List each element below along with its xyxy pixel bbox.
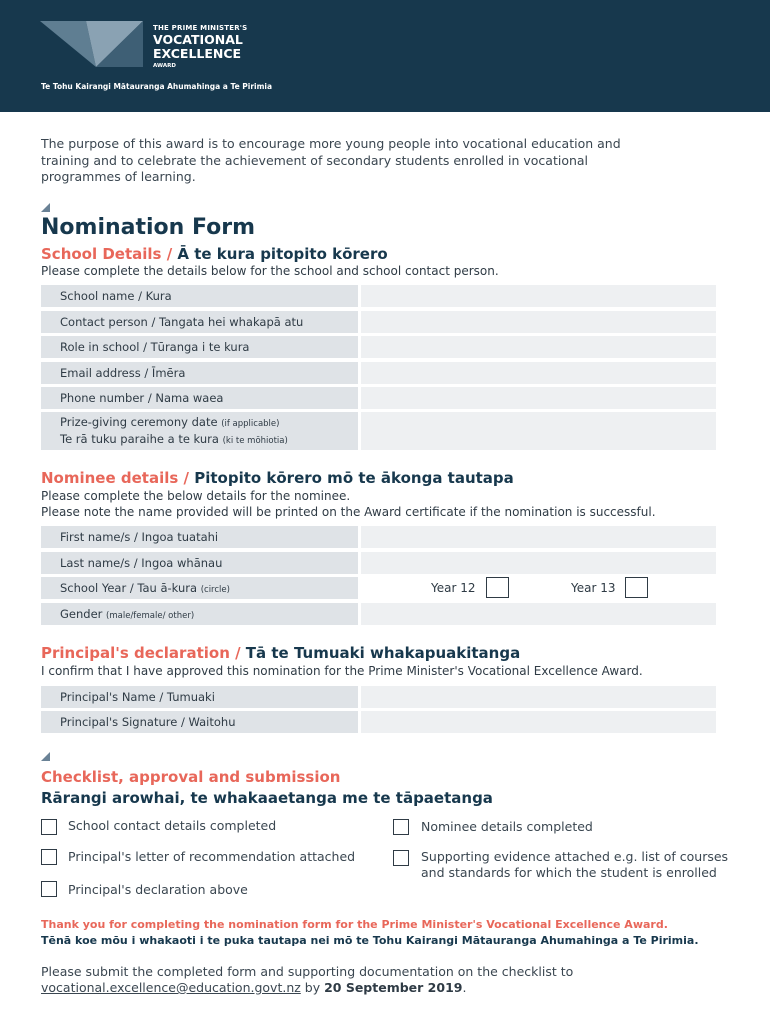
gender-note: (male/female/ other) xyxy=(106,611,195,621)
field-label xyxy=(41,603,358,625)
submit-period: . xyxy=(462,980,467,995)
award-logo-icon xyxy=(40,19,146,69)
role-input[interactable] xyxy=(361,336,716,358)
first-name-input[interactable] xyxy=(361,526,716,548)
phone-input[interactable] xyxy=(361,387,716,409)
year-13-checkbox[interactable] xyxy=(625,577,648,598)
nominee-heading-en: Nominee details / xyxy=(41,469,195,487)
section-marker-icon xyxy=(41,203,50,212)
checklist-checkbox-school-contact[interactable] xyxy=(41,819,57,835)
school-name-row xyxy=(41,285,716,307)
last-name-row xyxy=(41,552,716,574)
submit-deadline: 20 September 2019 xyxy=(324,980,463,995)
gender-input[interactable] xyxy=(361,603,716,625)
intro-paragraph: The purpose of this award is to encourage more young people into vocational education and training and to celebrate the achievement of secondary students enrolled in vocational programmes of learning. xyxy=(41,136,621,184)
school-year-note: (circle) xyxy=(200,585,230,595)
field-label: Principal's Signature / Waitohu xyxy=(41,711,358,733)
checklist-label-school-contact: School contact details completed xyxy=(68,818,277,833)
nominee-subtext-2: Please note the name provided will be printed on the Award certificate if the nomination is successful. xyxy=(41,505,656,519)
field-label: School name / Kura xyxy=(41,285,358,307)
first-name-row xyxy=(41,526,716,548)
submit-text: Please submit the completed form and supporting documentation on the checklist to xyxy=(41,964,574,979)
contact-person-row xyxy=(41,311,716,333)
year-12-label: Year 12 xyxy=(431,581,476,595)
principal-name-input[interactable] xyxy=(361,686,716,708)
gender-row xyxy=(41,603,716,625)
field-label: Last name/s / Ingoa whānau xyxy=(41,552,358,574)
year-13-label: Year 13 xyxy=(571,581,616,595)
prize-label-line1: Prize-giving ceremony date xyxy=(60,415,218,429)
gender-label: Gender xyxy=(60,607,103,621)
thanks-mi: Tēnā koe mōu i whakaoti i te puka tautapa nei mō te Tohu Kairangi Mātauranga Ahumahinga a Te Pirimia. xyxy=(41,934,699,947)
checklist-heading-mi: Rārangi arowhai, te whakaaetanga me te tāpaetanga xyxy=(41,789,493,807)
submit-by: by xyxy=(300,980,325,995)
principal-signature-row xyxy=(41,711,716,733)
checklist-checkbox-nominee[interactable] xyxy=(393,819,409,835)
school-heading-en: School Details / xyxy=(41,245,178,263)
contact-person-input[interactable] xyxy=(361,311,716,333)
school-section-subtext: Please complete the details below for the school and school contact person. xyxy=(41,264,499,278)
school-year-label: School Year / Tau ā-kura xyxy=(60,581,198,595)
phone-row xyxy=(41,387,716,409)
checklist-label-declaration: Principal's declaration above xyxy=(68,882,248,897)
nominee-section-heading xyxy=(41,469,514,487)
field-label: First name/s / Ingoa tuatahi xyxy=(41,526,358,548)
header-banner xyxy=(0,0,770,112)
field-label xyxy=(41,412,358,450)
school-section-heading xyxy=(41,245,388,263)
field-label: Phone number / Nama waea xyxy=(41,387,358,409)
nominee-subtext-1: Please complete the below details for the nominee. xyxy=(41,489,351,503)
thanks-en: Thank you for completing the nomination form for the Prime Minister's Vocational Excellence Award. xyxy=(41,918,668,931)
principal-heading-en: Principal's declaration / xyxy=(41,644,246,662)
logo-text-line3: EXCELLENCE xyxy=(153,46,242,61)
field-label: Contact person / Tangata hei whakapā atu xyxy=(41,311,358,333)
principal-subtext: I confirm that I have approved this nomination for the Prime Minister's Vocational Excellence Award. xyxy=(41,664,643,678)
email-input[interactable] xyxy=(361,362,716,384)
checklist-checkbox-declaration[interactable] xyxy=(41,881,57,897)
principal-section-heading xyxy=(41,644,520,662)
nominee-heading-mi: Pitopito kōrero mō te ākonga tautapa xyxy=(194,469,514,487)
prize-label-line2: Te rā tuku paraihe a te kura xyxy=(60,432,219,446)
field-label xyxy=(41,577,358,599)
role-row xyxy=(41,336,716,358)
field-label: Principal's Name / Tumuaki xyxy=(41,686,358,708)
principal-name-row xyxy=(41,686,716,708)
principal-signature-input[interactable] xyxy=(361,711,716,733)
email-row xyxy=(41,362,716,384)
logo-text-line4: AWARD xyxy=(153,63,176,69)
prize-label-note1: (if applicable) xyxy=(221,419,280,429)
checklist-checkbox-letter[interactable] xyxy=(41,849,57,865)
logo-text-line2: VOCATIONAL xyxy=(153,32,243,47)
checklist-label-evidence: Supporting evidence attached e.g. list of courses and standards for which the student is enrolled xyxy=(421,849,729,880)
submit-email-link[interactable]: vocational.excellence@education.govt.nz xyxy=(41,980,301,995)
prize-label-note2: (ki te mōhiotia) xyxy=(222,436,288,446)
prize-giving-row xyxy=(41,412,716,450)
school-heading-mi: Ā te kura pitopito kōrero xyxy=(177,245,388,263)
checklist-heading-en: Checklist, approval and submission xyxy=(41,768,341,786)
checklist-label-nominee: Nominee details completed xyxy=(421,819,593,834)
principal-heading-mi: Tā te Tumuaki whakapuakitanga xyxy=(245,644,521,662)
checklist-checkbox-evidence[interactable] xyxy=(393,850,409,866)
checklist-label-letter: Principal's letter of recommendation attached xyxy=(68,849,356,864)
section-marker-icon xyxy=(41,752,50,761)
prize-giving-date-input[interactable] xyxy=(361,412,716,450)
header-tagline: Te Tohu Kairangi Mātauranga Ahumahinga a Te Pirimia xyxy=(41,82,273,91)
form-title: Nomination Form xyxy=(41,215,256,240)
submit-instructions xyxy=(41,964,661,996)
logo-text-line1: THE PRIME MINISTER'S xyxy=(153,24,248,32)
school-name-input[interactable] xyxy=(361,285,716,307)
year-12-checkbox[interactable] xyxy=(486,577,509,598)
field-label: Email address / Īmēra xyxy=(41,362,358,384)
field-label: Role in school / Tūranga i te kura xyxy=(41,336,358,358)
last-name-input[interactable] xyxy=(361,552,716,574)
